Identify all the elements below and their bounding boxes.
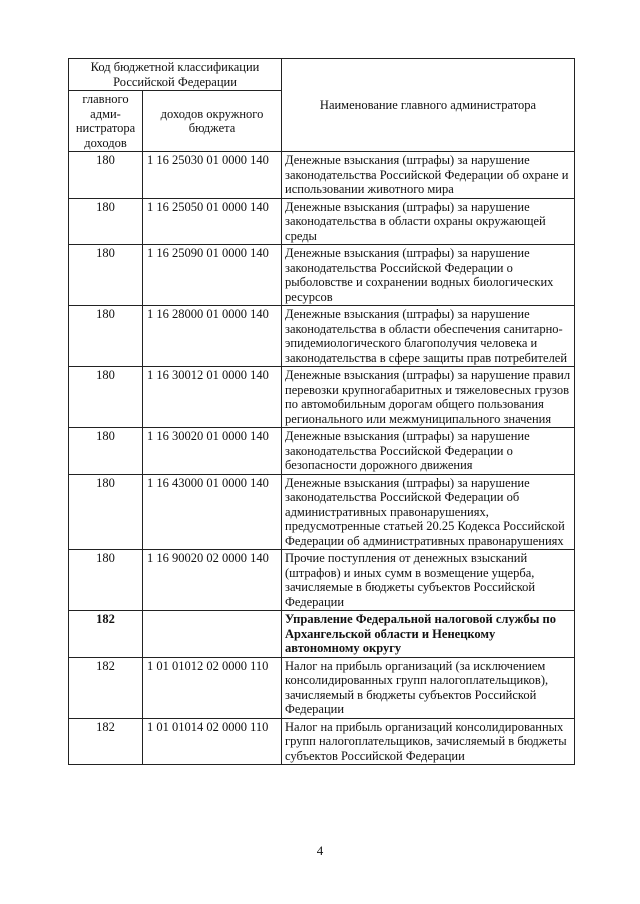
admin-code-cell: 180 (69, 474, 143, 550)
revenue-code-cell: 1 16 25090 01 0000 140 (143, 245, 282, 306)
table-row (69, 152, 575, 199)
revenue-code-cell: 1 16 90020 02 0000 140 (143, 550, 282, 611)
revenue-code-cell: 1 16 43000 01 0000 140 (143, 474, 282, 550)
table-row (69, 245, 575, 306)
table-header-row (69, 59, 575, 91)
revenue-code-cell: 1 16 30020 01 0000 140 (143, 428, 282, 475)
header-main-admin: главного адми-нистратора доходов (69, 91, 143, 152)
table-body (69, 152, 575, 765)
admin-name-cell: Денежные взыскания (штрафы) за нарушение законодательства Российской Федерации о рыболовстве и сохранении водных биологических ресурсов (282, 245, 575, 306)
admin-name-cell: Налог на прибыль организаций (за исключением консолидированных групп налогоплательщиков), зачисляемый в бюджеты субъектов Российской Федерации (282, 657, 575, 718)
table-row (69, 198, 575, 245)
admin-name-cell: Денежные взыскания (штрафы) за нарушение законодательства Российской Федерации об административных правонарушениях, предусмотренные статьей 20.25 Кодекса Российской Федерации об административных правонарушениях (282, 474, 575, 550)
admin-name-cell: Прочие поступления от денежных взысканий (штрафов) и иных сумм в возмещение ущерба, зачисляемые в бюджеты субъектов Российской Федерации (282, 550, 575, 611)
admin-name-cell: Денежные взыскания (штрафы) за нарушение законодательства в области обеспечения санитарно-эпидемиологического благополучия человека и законодательства в сфере защиты прав потребителей (282, 306, 575, 367)
admin-name-cell: Денежные взыскания (штрафы) за нарушение законодательства в области охраны окружающей среды (282, 198, 575, 245)
admin-name-cell: Управление Федеральной налоговой службы по Архангельской области и Ненецкому автономному округу (282, 611, 575, 658)
admin-code-cell: 180 (69, 367, 143, 428)
revenue-code-cell: 1 16 25050 01 0000 140 (143, 198, 282, 245)
header-admin-name: Наименование главного администратора (282, 59, 575, 152)
header-revenue-code: доходов окружного бюджета (143, 91, 282, 152)
header-group-title: Код бюджетной классификации Российской Федерации (69, 59, 282, 91)
page-number: 4 (316, 843, 324, 858)
table-row (69, 718, 575, 765)
table-row (69, 428, 575, 475)
table-row (69, 474, 575, 550)
admin-name-cell: Денежные взыскания (штрафы) за нарушение законодательства Российской Федерации об охране и использовании животного мира (282, 152, 575, 199)
table-row (69, 367, 575, 428)
table-row (69, 306, 575, 367)
admin-code-cell: 180 (69, 198, 143, 245)
revenue-code-cell: 1 16 25030 01 0000 140 (143, 152, 282, 199)
admin-code-cell: 180 (69, 550, 143, 611)
table-row (69, 550, 575, 611)
budget-classification-table (68, 58, 575, 765)
admin-code-cell: 182 (69, 657, 143, 718)
admin-name-cell: Денежные взыскания (штрафы) за нарушение правил перевозки крупногабаритных и тяжеловесных грузов по автомобильным дорогам общего пользования регионального или межмуниципального значения (282, 367, 575, 428)
revenue-code-cell (143, 611, 282, 658)
table-row (69, 657, 575, 718)
admin-code-cell: 182 (69, 718, 143, 765)
table-row (69, 611, 575, 658)
revenue-code-cell: 1 16 28000 01 0000 140 (143, 306, 282, 367)
admin-code-cell: 180 (69, 306, 143, 367)
revenue-code-cell: 1 16 30012 01 0000 140 (143, 367, 282, 428)
admin-name-cell: Налог на прибыль организаций консолидированных групп налогоплательщиков, зачисляемый в бюджеты субъектов Российской Федерации (282, 718, 575, 765)
revenue-code-cell: 1 01 01014 02 0000 110 (143, 718, 282, 765)
admin-code-cell: 180 (69, 428, 143, 475)
admin-code-cell: 180 (69, 245, 143, 306)
admin-code-cell: 182 (69, 611, 143, 658)
admin-name-cell: Денежные взыскания (штрафы) за нарушение законодательства Российской Федерации о безопасности дорожного движения (282, 428, 575, 475)
revenue-code-cell: 1 01 01012 02 0000 110 (143, 657, 282, 718)
admin-code-cell: 180 (69, 152, 143, 199)
